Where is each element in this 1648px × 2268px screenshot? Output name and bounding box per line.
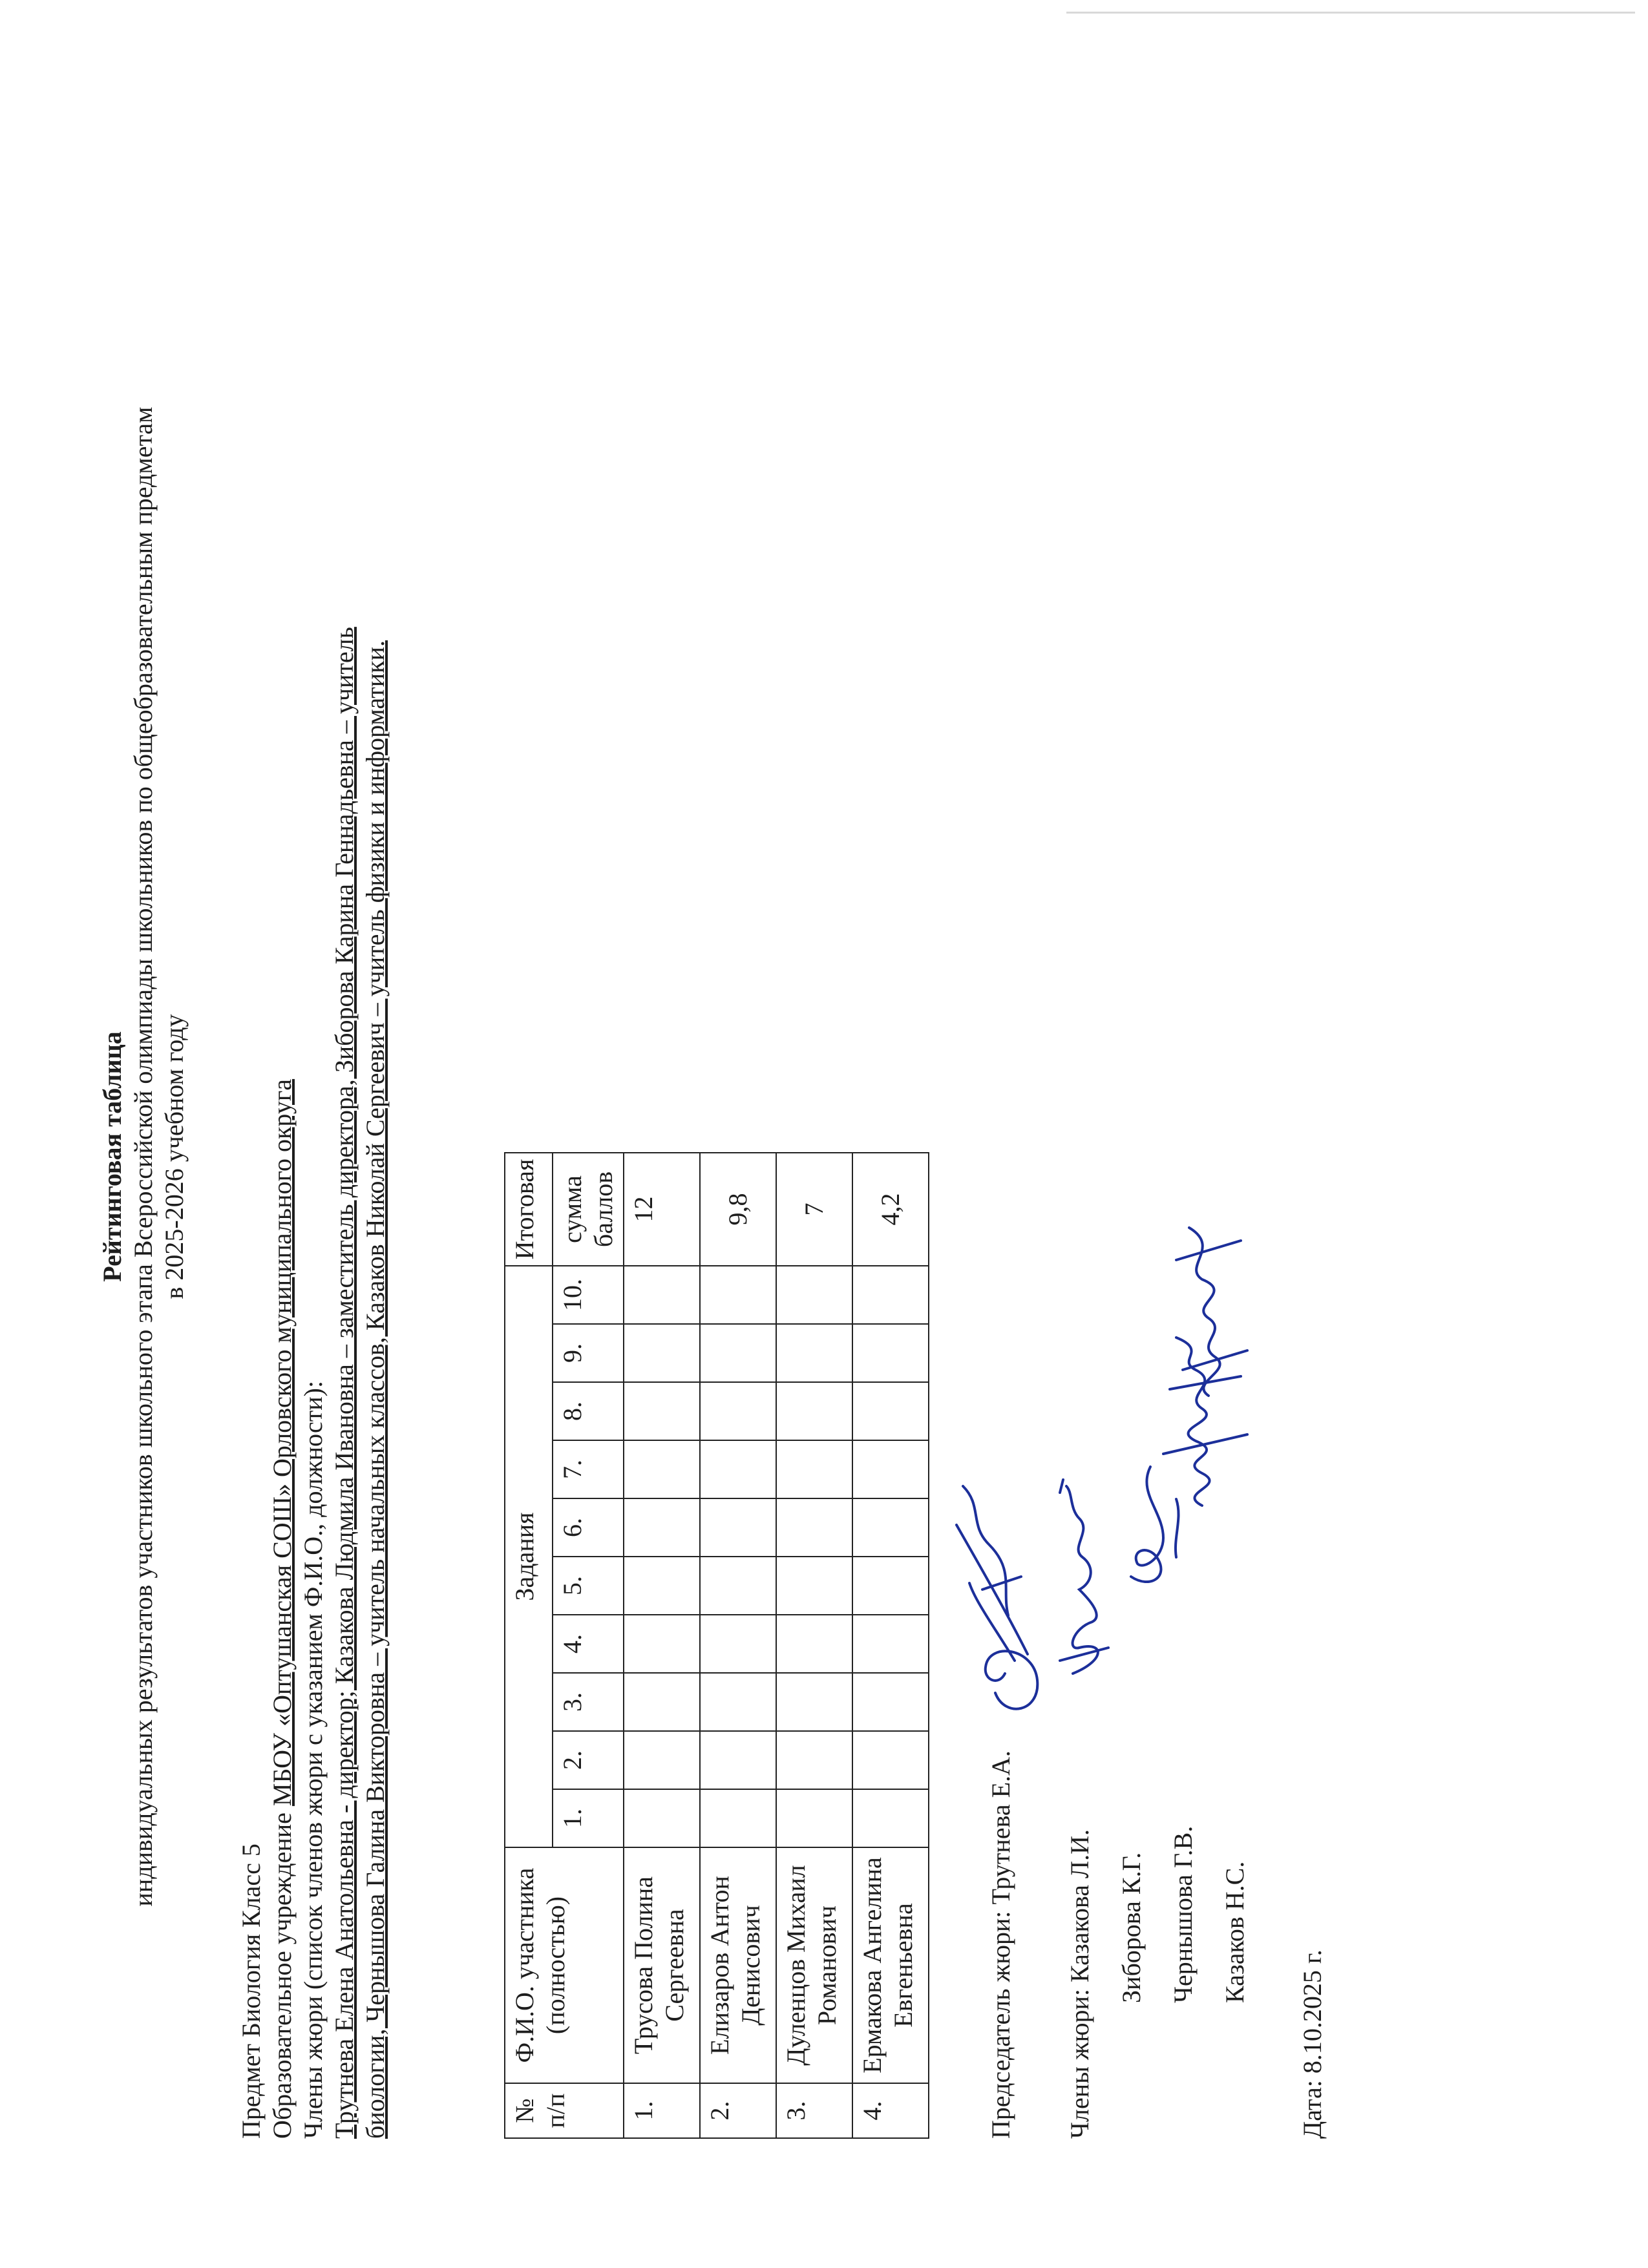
header-num: № п/п (505, 2083, 624, 2138)
task-10-header: 10. (553, 1266, 624, 1324)
participant-name: Ермакова Ангелина Евгеньевна (852, 1847, 929, 2083)
task-1-header: 1. (553, 1789, 624, 1847)
participant-name: Дуленцов Михаил Романович (776, 1847, 852, 2083)
page-subtitle: индивидуальных результатов участников школьного этапа Всероссийской олимпиады школьников по общеобразовательным предметам (129, 406, 158, 1907)
header-name: Ф.И.О. участника (полностью) (505, 1847, 624, 2083)
header-row-1 (505, 1153, 553, 2138)
table-row (624, 1153, 700, 2138)
institution-value: МБОУ «Оптушанская СОШ» Орловского муниципального округа (268, 1078, 297, 1807)
member-chernyshova: Чернышова Г.В. (1168, 1825, 1198, 2003)
total-score: 9,8 (700, 1153, 776, 1266)
members-line: Члены жюри: Казакова Л.И. (1065, 1829, 1094, 2139)
jury-line-1: Трутнева Елена Анатольевна - директор; Казакова Людмила Ивановна – заместитель директора, Зиборова Карина Геннадьевна – учитель (330, 627, 359, 2139)
table-row (776, 1153, 852, 2138)
row-num: 4. (852, 2083, 929, 2138)
task-9-header: 9. (553, 1324, 624, 1382)
task-8-header: 8. (553, 1382, 624, 1440)
title-block (97, 45, 190, 2268)
header-total: Итоговая (505, 1153, 553, 1266)
row-num: 2. (700, 2083, 776, 2138)
participant-name: Трусова Полина Сергеевна (624, 1847, 700, 2083)
info-block (236, 6, 391, 2139)
total-score: 7 (776, 1153, 852, 1266)
task-3-header: 3. (553, 1673, 624, 1731)
subject-line: Предмет Биология Класс 5 (237, 1843, 266, 2139)
member-ziborova: Зиборова К.Г. (1117, 1852, 1146, 2003)
participant-name: Елизаров Антон Денисович (700, 1847, 776, 2083)
jury-label: Члены жюри (список членов жюри с указанием Ф.И.О., должности): (299, 1380, 328, 2139)
member-kazakov: Казаков Н.С. (1220, 1861, 1249, 2003)
task-4-header: 4. (553, 1615, 624, 1673)
table-row (700, 1153, 776, 2138)
header-tasks: Задания (505, 1266, 553, 1847)
institution-label: Образовательное учреждение (268, 1806, 297, 2139)
institution-line (267, 6, 298, 2139)
rating-table (504, 1152, 929, 2139)
jury-line-2: биологии, Чернышова Галина Викторовна – учитель начальных классов, Казаков Николай Сергеевич – учитель физики и информатики. (361, 640, 390, 2139)
total-score: 4,2 (852, 1153, 929, 1266)
task-5-header: 5. (553, 1557, 624, 1615)
header-total-sub: сумма баллов (553, 1153, 624, 1266)
chair-line: Председатель жюри: Трутнева Е.А. (986, 1750, 1015, 2139)
signature-chair (944, 1460, 1060, 1732)
task-2-header: 2. (553, 1731, 624, 1789)
signature-kazakov (1163, 1202, 1260, 1409)
total-score: 12 (624, 1153, 700, 1266)
row-num: 3. (776, 2083, 852, 2138)
year-line: в 2025-2026 учебном году (160, 1014, 189, 1299)
signature-kazakova (1047, 1473, 1118, 1686)
date-line: Дата: 8.10.2025 г. (1298, 1949, 1327, 2139)
task-6-header: 6. (553, 1498, 624, 1557)
page-title: Рейтинговая таблица (98, 1031, 127, 1282)
table-row (852, 1153, 929, 2138)
task-7-header: 7. (553, 1440, 624, 1498)
row-num: 1. (624, 2083, 700, 2138)
